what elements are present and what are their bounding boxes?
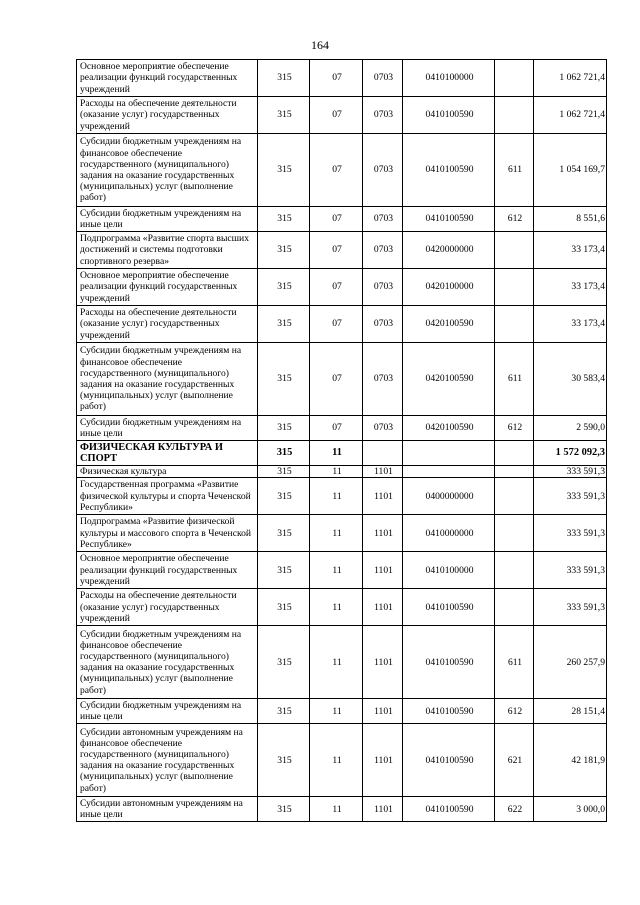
- table-row: [77, 134, 607, 207]
- cell-name: Субсидии бюджетным учреждениям на иные цели: [77, 416, 258, 441]
- cell-name: Субсидии бюджетным учреждениям на финансовое обеспечение государственного (муниципального) задания на оказание государственных (муниципальных) услуг (выполнение работ): [77, 343, 258, 416]
- cell-subsection: 0703: [363, 306, 403, 343]
- cell-amount: 260 257,9: [534, 626, 607, 699]
- table-row: [77, 269, 607, 306]
- cell-expense-type: [495, 269, 534, 306]
- cell-name: Субсидии автономным учреждениям на иные цели: [77, 797, 258, 822]
- cell-subsection: 0703: [363, 232, 403, 269]
- cell-section: 07: [310, 60, 363, 97]
- cell-subsection: 1101: [363, 466, 403, 478]
- cell-ministry: 315: [258, 134, 310, 207]
- cell-amount: 1 054 169,7: [534, 134, 607, 207]
- table-row: [77, 232, 607, 269]
- cell-ministry: 315: [258, 232, 310, 269]
- cell-ministry: 315: [258, 441, 310, 466]
- table-row: [77, 207, 607, 232]
- cell-expense-type: [495, 232, 534, 269]
- cell-subsection: 0703: [363, 416, 403, 441]
- table-body: [77, 60, 607, 822]
- cell-name: Физическая культура: [77, 466, 258, 478]
- cell-amount: 333 591,3: [534, 552, 607, 589]
- cell-name: Расходы на обеспечение деятельности (оказание услуг) государственных учреждений: [77, 589, 258, 626]
- cell-target-code: 0410100590: [403, 134, 495, 207]
- cell-section: 11: [310, 441, 363, 466]
- cell-ministry: 315: [258, 626, 310, 699]
- cell-amount: 33 173,4: [534, 232, 607, 269]
- cell-ministry: 315: [258, 207, 310, 232]
- cell-subsection: [363, 441, 403, 466]
- cell-target-code: 0420100590: [403, 306, 495, 343]
- table-row: [77, 306, 607, 343]
- cell-name: ФИЗИЧЕСКАЯ КУЛЬТУРА И СПОРТ: [77, 441, 258, 466]
- table-row: [77, 797, 607, 822]
- cell-expense-type: 612: [495, 699, 534, 724]
- table-row: [77, 441, 607, 466]
- table-row: [77, 97, 607, 134]
- cell-expense-type: 621: [495, 724, 534, 797]
- cell-section: 11: [310, 466, 363, 478]
- cell-target-code: 0420000000: [403, 232, 495, 269]
- cell-section: 11: [310, 626, 363, 699]
- cell-subsection: 0703: [363, 207, 403, 232]
- budget-table: [76, 59, 607, 822]
- cell-subsection: 1101: [363, 699, 403, 724]
- cell-subsection: 0703: [363, 134, 403, 207]
- page-number: 164: [311, 38, 329, 52]
- cell-expense-type: 612: [495, 207, 534, 232]
- cell-amount: 30 583,4: [534, 343, 607, 416]
- table-row: [77, 466, 607, 478]
- cell-target-code: 0410000000: [403, 515, 495, 552]
- cell-target-code: 0410100590: [403, 724, 495, 797]
- cell-section: 11: [310, 515, 363, 552]
- cell-subsection: 1101: [363, 478, 403, 515]
- cell-target-code: 0410100590: [403, 207, 495, 232]
- table-row: [77, 515, 607, 552]
- cell-expense-type: [495, 306, 534, 343]
- table-row: [77, 699, 607, 724]
- table-row: [77, 416, 607, 441]
- cell-subsection: 0703: [363, 343, 403, 416]
- cell-name: Основное мероприятие обеспечение реализации функций государственных учреждений: [77, 269, 258, 306]
- table-row: [77, 552, 607, 589]
- cell-amount: 8 551,6: [534, 207, 607, 232]
- cell-ministry: 315: [258, 699, 310, 724]
- cell-subsection: 0703: [363, 60, 403, 97]
- cell-target-code: 0410100000: [403, 60, 495, 97]
- cell-amount: 333 591,3: [534, 478, 607, 515]
- cell-expense-type: [495, 478, 534, 515]
- cell-ministry: 315: [258, 97, 310, 134]
- table-row: [77, 60, 607, 97]
- cell-section: 07: [310, 416, 363, 441]
- cell-amount: 1 062 721,4: [534, 60, 607, 97]
- cell-target-code: 0410100000: [403, 552, 495, 589]
- cell-section: 11: [310, 589, 363, 626]
- cell-subsection: 1101: [363, 552, 403, 589]
- cell-ministry: 315: [258, 552, 310, 589]
- cell-expense-type: [495, 515, 534, 552]
- cell-section: 07: [310, 134, 363, 207]
- cell-expense-type: [495, 60, 534, 97]
- cell-target-code: 0410100590: [403, 699, 495, 724]
- cell-expense-type: [495, 466, 534, 478]
- cell-name: Субсидии бюджетным учреждениям на иные цели: [77, 699, 258, 724]
- cell-section: 07: [310, 207, 363, 232]
- cell-expense-type: 611: [495, 134, 534, 207]
- cell-amount: 33 173,4: [534, 269, 607, 306]
- cell-amount: 33 173,4: [534, 306, 607, 343]
- cell-name: Основное мероприятие обеспечение реализации функций государственных учреждений: [77, 552, 258, 589]
- cell-amount: 1 572 092,3: [534, 441, 607, 466]
- cell-subsection: 1101: [363, 515, 403, 552]
- cell-section: 11: [310, 478, 363, 515]
- cell-ministry: 315: [258, 416, 310, 441]
- cell-amount: 333 591,3: [534, 515, 607, 552]
- cell-section: 11: [310, 797, 363, 822]
- cell-section: 07: [310, 97, 363, 134]
- cell-name: Подпрограмма «Развитие спорта высших достижений и системы подготовки спортивного резерва»: [77, 232, 258, 269]
- cell-ministry: 315: [258, 515, 310, 552]
- cell-name: Субсидии бюджетным учреждениям на финансовое обеспечение государственного (муниципального) задания на оказание государственных (муниципальных) услуг (выполнение работ): [77, 134, 258, 207]
- table-row: [77, 343, 607, 416]
- cell-ministry: 315: [258, 343, 310, 416]
- cell-target-code: 0410100590: [403, 97, 495, 134]
- cell-expense-type: [495, 552, 534, 589]
- cell-name: Основное мероприятие обеспечение реализации функций государственных учреждений: [77, 60, 258, 97]
- cell-amount: 42 181,9: [534, 724, 607, 797]
- cell-subsection: 1101: [363, 724, 403, 797]
- cell-name: Субсидии бюджетным учреждениям на иные цели: [77, 207, 258, 232]
- cell-name: Государственная программа «Развитие физической культуры и спорта Чеченской Республики»: [77, 478, 258, 515]
- cell-subsection: 1101: [363, 797, 403, 822]
- cell-section: 11: [310, 552, 363, 589]
- cell-amount: 333 591,3: [534, 466, 607, 478]
- cell-section: 11: [310, 724, 363, 797]
- cell-ministry: 315: [258, 724, 310, 797]
- table-row: [77, 626, 607, 699]
- cell-expense-type: 611: [495, 626, 534, 699]
- cell-section: 07: [310, 306, 363, 343]
- cell-target-code: 0420100590: [403, 416, 495, 441]
- cell-expense-type: [495, 97, 534, 134]
- cell-target-code: 0400000000: [403, 478, 495, 515]
- cell-ministry: 315: [258, 60, 310, 97]
- cell-subsection: 1101: [363, 589, 403, 626]
- cell-target-code: [403, 466, 495, 478]
- cell-subsection: 0703: [363, 269, 403, 306]
- cell-name: Расходы на обеспечение деятельности (оказание услуг) государственных учреждений: [77, 306, 258, 343]
- cell-amount: 2 590,0: [534, 416, 607, 441]
- cell-expense-type: [495, 441, 534, 466]
- cell-target-code: 0410100590: [403, 626, 495, 699]
- cell-section: 11: [310, 699, 363, 724]
- cell-subsection: 0703: [363, 97, 403, 134]
- cell-target-code: 0410100590: [403, 797, 495, 822]
- cell-ministry: 315: [258, 466, 310, 478]
- cell-subsection: 1101: [363, 626, 403, 699]
- cell-expense-type: 612: [495, 416, 534, 441]
- table-row: [77, 478, 607, 515]
- cell-ministry: 315: [258, 478, 310, 515]
- cell-section: 07: [310, 269, 363, 306]
- cell-amount: 333 591,3: [534, 589, 607, 626]
- table-row: [77, 589, 607, 626]
- cell-amount: 3 000,0: [534, 797, 607, 822]
- cell-target-code: [403, 441, 495, 466]
- cell-target-code: 0420100590: [403, 343, 495, 416]
- cell-name: Субсидии автономным учреждениям на финансовое обеспечение государственного (муниципального) задания на оказание государственных (муниципальных) услуг (выполнение работ): [77, 724, 258, 797]
- cell-name: Субсидии бюджетным учреждениям на финансовое обеспечение государственного (муниципального) задания на оказание государственных (муниципальных) услуг (выполнение работ): [77, 626, 258, 699]
- cell-expense-type: 622: [495, 797, 534, 822]
- table-row: [77, 724, 607, 797]
- cell-ministry: 315: [258, 306, 310, 343]
- cell-amount: 28 151,4: [534, 699, 607, 724]
- cell-amount: 1 062 721,4: [534, 97, 607, 134]
- cell-section: 07: [310, 232, 363, 269]
- cell-ministry: 315: [258, 269, 310, 306]
- cell-ministry: 315: [258, 589, 310, 626]
- cell-section: 07: [310, 343, 363, 416]
- cell-name: Расходы на обеспечение деятельности (оказание услуг) государственных учреждений: [77, 97, 258, 134]
- cell-expense-type: [495, 589, 534, 626]
- cell-expense-type: 611: [495, 343, 534, 416]
- cell-name: Подпрограмма «Развитие физической культуры и массового спорта в Чеченской Республике»: [77, 515, 258, 552]
- cell-target-code: 0420100000: [403, 269, 495, 306]
- cell-ministry: 315: [258, 797, 310, 822]
- cell-target-code: 0410100590: [403, 589, 495, 626]
